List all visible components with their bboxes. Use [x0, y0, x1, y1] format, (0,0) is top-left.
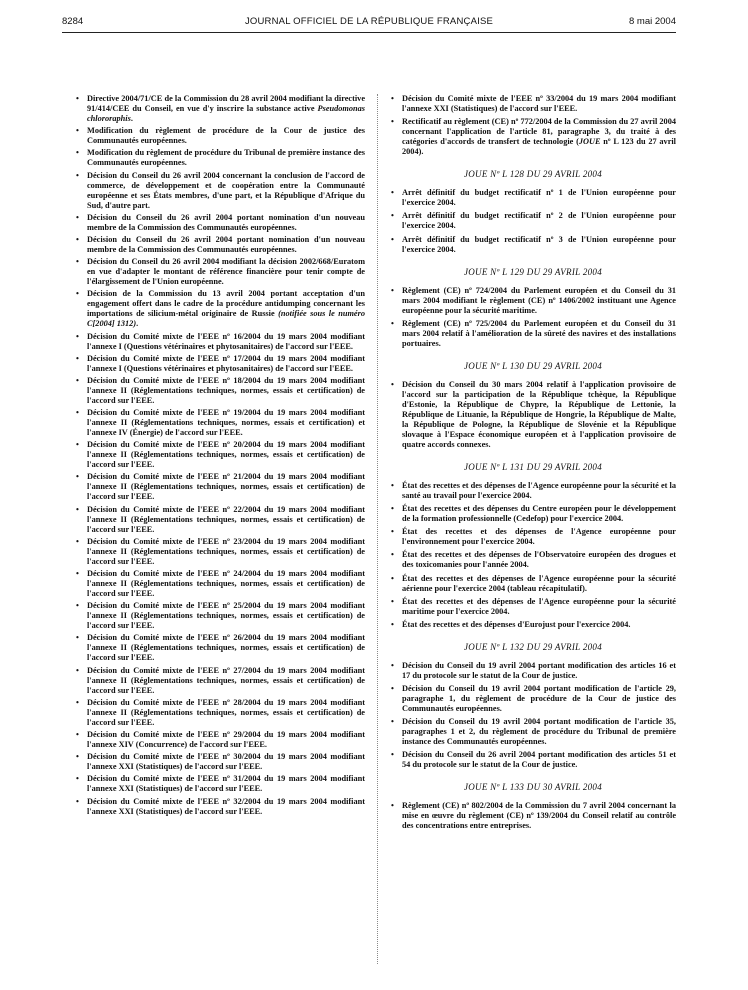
- issue-date: 8 mai 2004: [628, 16, 676, 27]
- bullet-icon: •: [76, 601, 79, 611]
- item-text: Décision du Comité mixte de l'EEE nº 28/2004 du 19 mars 2004 modifiant l'annexe II (Réglementations techniques, normes, essais et certification) de l'accord sur l'EEE.: [87, 697, 365, 727]
- item-italic-text: (notifiée sous le numéro C[2004] 1312): [87, 309, 365, 329]
- item-italic-text: JOUE: [578, 137, 601, 147]
- item-text: Décision du Conseil du 26 avril 2004 concernant la conclusion de l'accord de commerce, de développement et de coopération entre la Communauté européenne et ses États membres, d'une part, et la République d'Afrique du Sud, d'autre part.: [87, 170, 365, 210]
- bullet-icon: •: [76, 633, 79, 643]
- section-heading: JOUE Nº L 131 DU 29 AVRIL 2004: [463, 461, 603, 472]
- item-text: Décision du Conseil du 19 avril 2004 portant modification de l'article 29, paragraphe 1, du règlement de procédure de la Cour de justice des Communautés européennes.: [402, 684, 676, 714]
- item-text: Décision du Comité mixte de l'EEE nº 27/2004 du 19 mars 2004 modifiant l'annexe II (Réglementations techniques, normes, essais et certification) de l'accord sur l'EEE.: [87, 665, 365, 695]
- bullet-icon: •: [391, 750, 394, 760]
- bullet-icon: •: [391, 660, 394, 670]
- item-text: Décision du Comité mixte de l'EEE nº 26/2004 du 19 mars 2004 modifiant l'annexe II (Réglementations techniques, normes, essais et certification) de l'accord sur l'EEE.: [87, 633, 365, 663]
- list-item: [390, 661, 676, 681]
- list-item: [390, 620, 676, 630]
- list-item: [390, 717, 676, 747]
- bullet-icon: •: [76, 697, 79, 707]
- bullet-icon: •: [76, 353, 79, 363]
- list-item: [75, 213, 365, 233]
- item-text: Décision du Comité mixte de l'EEE nº 17/2004 du 19 mars 2004 modifiant l'annexe I (Questions vétérinaires et phytosanitaires) de l'accord sur l'EEE.: [87, 353, 365, 373]
- item-text: Décision du Conseil du 19 avril 2004 portant modification de l'article 35, paragraphes 1 et 2, du règlement de procédure du Tribunal de première instance des Communautés européennes.: [402, 717, 676, 747]
- item-text: Arrêt définitif du budget rectificatif nº 3 de l'Union européenne pour l'exercice 2004.: [402, 234, 676, 254]
- page-number: 8284: [62, 16, 84, 27]
- list-item: [75, 257, 365, 287]
- bullet-icon: •: [391, 188, 394, 198]
- page-header: [62, 16, 676, 32]
- list-item: [390, 550, 676, 570]
- item-text: Règlement (CE) nº 725/2004 du Parlement européen et du Conseil du 31 mars 2004 relatif à l'amélioration de la sûreté des navires et des installations portuaires.: [402, 318, 676, 348]
- item-italic-text: Pseudomonas chlororaphis: [87, 104, 365, 123]
- item-text: Décision du Comité mixte de l'EEE nº 31/2004 du 19 mars 2004 modifiant l'annexe XXI (Statistiques) de l'accord sur l'EEE.: [87, 774, 365, 794]
- list-item: [75, 94, 365, 124]
- bullet-icon: •: [76, 796, 79, 806]
- item-text: Règlement (CE) nº 724/2004 du Parlement européen et du Conseil du 31 mars 2004 modifiant le règlement (CE) nº 1406/2002 instituant une Agence européenne pour la sécurité maritime.: [402, 285, 676, 315]
- journal-title: JOURNAL OFFICIEL DE LA RÉPUBLIQUE FRANÇAISE: [244, 16, 494, 27]
- list-item: [390, 188, 676, 208]
- bullet-icon: •: [76, 752, 79, 762]
- section-heading: JOUE Nº L 132 DU 29 AVRIL 2004: [463, 641, 603, 652]
- item-text: Décision du Comité mixte de l'EEE nº 20/2004 du 19 mars 2004 modifiant l'annexe II (Réglementations techniques, normes, essais et certification) de l'accord sur l'EEE.: [87, 440, 365, 470]
- list-item: [390, 684, 676, 714]
- item-text: Décision du Conseil du 26 avril 2004 portant modification des articles 51 et 54 du protocole sur le statut de la Cour de justice.: [402, 750, 676, 770]
- list-item: [75, 235, 365, 255]
- bullet-icon: •: [391, 285, 394, 295]
- bullet-icon: •: [76, 729, 79, 739]
- list-item: [75, 537, 365, 567]
- list-item: [75, 774, 365, 794]
- bullet-icon: •: [76, 289, 79, 299]
- bullet-icon: •: [391, 503, 394, 513]
- item-text: État des recettes et des dépenses d'Eurojust pour l'exercice 2004.: [402, 619, 631, 629]
- list-item: [390, 481, 676, 501]
- bullet-icon: •: [76, 504, 79, 514]
- item-text: État des recettes et des dépenses de l'Agence européenne pour la sécurité et la santé au travail pour l'exercice 2004.: [402, 480, 676, 500]
- bullet-icon: •: [76, 440, 79, 450]
- list-item: [75, 408, 365, 438]
- list-item: [390, 211, 676, 231]
- item-text: Décision du Conseil du 19 avril 2004 portant modification des articles 16 et 17 du protocole sur le statut de la Cour de justice.: [402, 660, 676, 680]
- item-text: Décision du Conseil du 26 avril 2004 portant nomination d'un nouveau membre de la Commission des Communautés européennes.: [87, 234, 365, 254]
- list-item: [75, 666, 365, 696]
- bullet-icon: •: [76, 665, 79, 675]
- bullet-icon: •: [76, 257, 79, 267]
- list-item: [390, 117, 676, 157]
- item-text: Décision du Comité mixte de l'EEE nº 32/2004 du 19 mars 2004 modifiant l'annexe XXI (Statistiques) de l'accord sur l'EEE.: [87, 796, 365, 816]
- item-text: Décision du Comité mixte de l'EEE nº 16/2004 du 19 mars 2004 modifiant l'annexe I (Questions vétérinaires et phytosanitaires) de l'accord sur l'EEE.: [87, 331, 365, 351]
- bullet-icon: •: [76, 148, 79, 158]
- bullet-icon: •: [76, 234, 79, 244]
- item-text: Arrêt définitif du budget rectificatif nº 1 de l'Union européenne pour l'exercice 2004.: [402, 188, 676, 208]
- section-heading: JOUE Nº L 128 DU 29 AVRIL 2004: [463, 169, 603, 180]
- item-text: Décision du Comité mixte de l'EEE nº 21/2004 du 19 mars 2004 modifiant l'annexe II (Réglementations techniques, normes, essais et certification) de l'accord sur l'EEE.: [87, 472, 365, 502]
- item-text: État des recettes et des dépenses de l'Agence européenne pour l'environnement pour l'exercice 2004.: [402, 527, 676, 547]
- bullet-icon: •: [391, 619, 394, 629]
- bullet-icon: •: [391, 684, 394, 694]
- item-text: Décision du Comité mixte de l'EEE nº 25/2004 du 19 mars 2004 modifiant l'annexe II (Réglementations techniques, normes, essais et certification) de l'accord sur l'EEE.: [87, 601, 365, 631]
- bullet-icon: •: [391, 318, 394, 328]
- bullet-icon: •: [391, 480, 394, 490]
- item-text: État des recettes et des dépenses de l'Agence européenne pour la sécurité maritime pour l'exercice 2004.: [402, 596, 676, 616]
- bullet-icon: •: [76, 472, 79, 482]
- item-text: Arrêt définitif du budget rectificatif nº 2 de l'Union européenne pour l'exercice 2004.: [402, 211, 676, 231]
- item-text: Décision du Comité mixte de l'EEE nº 19/2004 du 19 mars 2004 modifiant l'annexe II (Réglementations techniques, normes, essais et certification) et l'annexe IV (Énergie) de l'accord sur l'EEE.: [87, 408, 365, 438]
- list-item: [75, 376, 365, 406]
- item-text: État des recettes et des dépenses de l'Observatoire européen des drogues et des toxicomanies pour l'année 2004.: [402, 550, 676, 570]
- list-item: [390, 527, 676, 547]
- list-item: [75, 569, 365, 599]
- bullet-icon: •: [76, 774, 79, 784]
- list-item: [390, 235, 676, 255]
- section-heading: JOUE Nº L 133 DU 30 AVRIL 2004: [463, 782, 603, 793]
- bullet-icon: •: [391, 527, 394, 537]
- list-item: [75, 730, 365, 750]
- item-text: Décision du Comité mixte de l'EEE nº 24/2004 du 19 mars 2004 modifiant l'annexe II (Réglementations techniques, normes, essais et certification) de l'accord sur l'EEE.: [87, 569, 365, 598]
- item-text: Décision du Comité mixte de l'EEE nº 22/2004 du 19 mars 2004 modifiant l'annexe II (Réglementations techniques, normes, essais et certification) de l'accord sur l'EEE.: [87, 504, 365, 534]
- column-divider: [377, 94, 378, 964]
- list-item: [390, 504, 676, 524]
- bullet-icon: •: [76, 331, 79, 341]
- right-column: [390, 94, 676, 835]
- list-item: [390, 801, 676, 831]
- list-item: [75, 752, 365, 772]
- left-column: [75, 94, 365, 819]
- list-item: [75, 440, 365, 470]
- item-text: Modification du règlement de procédure du Tribunal de première instance des Communautés européennes.: [87, 148, 365, 168]
- header-rule: [62, 32, 676, 33]
- bullet-icon: •: [391, 596, 394, 606]
- bullet-icon: •: [391, 801, 394, 811]
- bullet-icon: •: [391, 234, 394, 244]
- item-text: Décision du Conseil du 30 mars 2004 relatif à l'application provisoire de l'accord sur la participation de la République tchèque, la République d'Estonie, la République de Chypre, la République de Lettonie, la République de Lituanie, la République de Hongrie, la République de Malte, la République de Pologne, la République de Slovénie et la République slovaque à l'Espace économique européen et à l'application provisoire de quatre accords connexes.: [402, 379, 676, 449]
- item-text: Directive 2004/71/CE de la Commission du 28 avril 2004 modifiant la directive 91/414/CEE du Conseil, en vue d'y inscrire la substance active: [87, 94, 365, 113]
- bullet-icon: •: [76, 212, 79, 222]
- list-item: [75, 126, 365, 146]
- list-item: [75, 148, 365, 168]
- list-item: [75, 505, 365, 535]
- list-item: [75, 797, 365, 817]
- item-text: Modification du règlement de procédure de la Cour de justice des Communautés européennes.: [87, 126, 365, 146]
- list-item: [390, 574, 676, 594]
- bullet-icon: •: [391, 117, 394, 127]
- item-text: Rectificatif au règlement (CE) nº 772/2004 de la Commission du 27 avril 2004 concernant l'application de l'article 81, paragraphe 3, du traité à des catégories d'accords de transfert de technologie (: [402, 117, 676, 147]
- list-item: [75, 472, 365, 502]
- list-item: [75, 332, 365, 352]
- bullet-icon: •: [391, 94, 394, 103]
- list-item: [75, 354, 365, 374]
- list-item: [75, 633, 365, 663]
- section-heading: JOUE Nº L 129 DU 29 AVRIL 2004: [463, 266, 603, 277]
- bullet-icon: •: [391, 211, 394, 221]
- bullet-icon: •: [76, 569, 79, 578]
- item-text: Décision du Comité mixte de l'EEE nº 29/2004 du 19 mars 2004 modifiant l'annexe XIV (Concurrence) de l'accord sur l'EEE.: [87, 729, 365, 749]
- list-item: [390, 286, 676, 316]
- bullet-icon: •: [76, 408, 79, 418]
- list-item: [390, 319, 676, 349]
- list-item: [75, 289, 365, 329]
- list-item: [390, 597, 676, 617]
- bullet-icon: •: [391, 550, 394, 560]
- item-tail-text: .: [130, 114, 133, 123]
- bullet-icon: •: [76, 170, 79, 180]
- bullet-icon: •: [391, 379, 394, 389]
- bullet-icon: •: [76, 126, 79, 136]
- item-text: Décision de la Commission du 13 avril 2004 portant acceptation d'un engagement offert dans le cadre de la procédure antidumping concernant les importations de silicium-métal originaire de Russie: [87, 289, 365, 319]
- list-item: [390, 380, 676, 450]
- item-text: Décision du Conseil du 26 avril 2004 modifiant la décision 2002/668/Euratom en vue d'adapter le montant de référence financière pour tenir compte de l'élargissement de l'Union européenne.: [87, 257, 365, 287]
- list-item: [75, 698, 365, 728]
- bullet-icon: •: [76, 536, 79, 546]
- item-text: Règlement (CE) nº 802/2004 de la Commission du 7 avril 2004 concernant la mise en œuvre du règlement (CE) nº 139/2004 du Conseil relatif au contrôle des concentrations entre entreprises.: [402, 801, 676, 831]
- item-text: Décision du Comité mixte de l'EEE nº 23/2004 du 19 mars 2004 modifiant l'annexe II (Réglementations techniques, normes, essais et certification) de l'accord sur l'EEE.: [87, 536, 365, 566]
- bullet-icon: •: [391, 573, 394, 583]
- bullet-icon: •: [391, 717, 394, 727]
- list-item: [75, 601, 365, 631]
- list-item: [390, 750, 676, 770]
- list-item: [75, 171, 365, 211]
- list-item: [390, 94, 676, 114]
- item-tail-text: .: [136, 319, 139, 329]
- bullet-icon: •: [76, 375, 79, 385]
- item-text: Décision du Comité mixte de l'EEE nº 30/2004 du 19 mars 2004 modifiant l'annexe XXI (Statistiques) de l'accord sur l'EEE.: [87, 752, 365, 772]
- section-heading: JOUE Nº L 130 DU 29 AVRIL 2004: [463, 360, 603, 371]
- item-text: État des recettes et des dépenses du Centre européen pour le développement de la formation professionnelle (Cedefop) pour l'exercice 2004.: [402, 503, 676, 523]
- item-tail-text: nº L 123 du 27 avril 2004).: [402, 137, 676, 157]
- item-text: État des recettes et des dépenses de l'Agence européenne pour la sécurité aérienne pour l'exercice 2004 (tableau récapitulatif).: [402, 573, 676, 593]
- item-text: Décision du Comité mixte de l'EEE nº 18/2004 du 19 mars 2004 modifiant l'annexe II (Réglementations techniques, normes, essais et certification) de l'accord sur l'EEE.: [87, 375, 365, 405]
- bullet-icon: •: [76, 94, 79, 103]
- item-text: Décision du Conseil du 26 avril 2004 portant nomination d'un nouveau membre de la Commission des Communautés européennes.: [87, 212, 365, 232]
- item-text: Décision du Comité mixte de l'EEE nº 33/2004 du 19 mars 2004 modifiant l'annexe XXI (Statistiques) de l'accord sur l'EEE.: [402, 94, 676, 113]
